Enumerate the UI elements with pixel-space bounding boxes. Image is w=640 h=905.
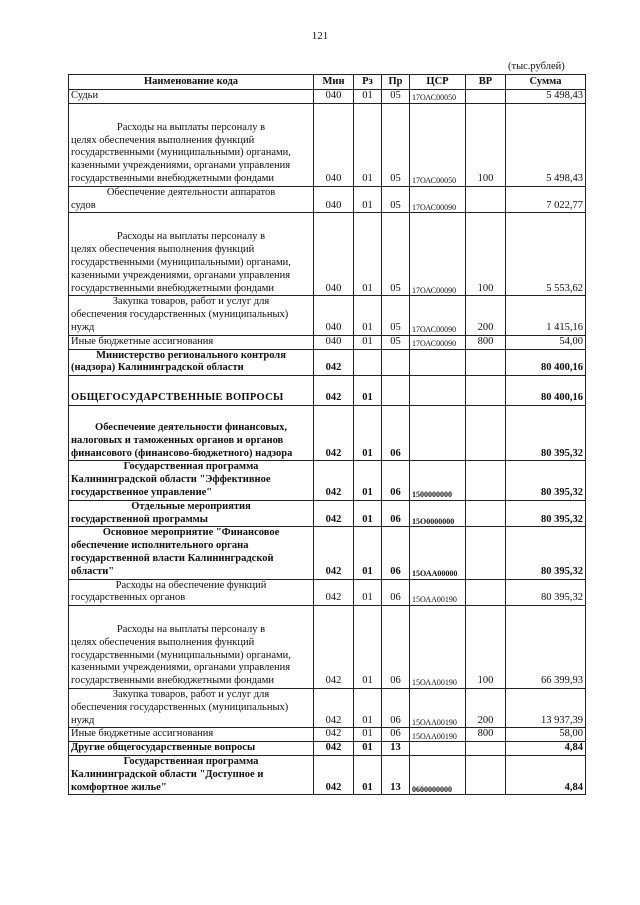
row-pr: 05 bbox=[382, 296, 410, 335]
row-sum: 58,00 bbox=[506, 728, 586, 742]
row-vr bbox=[466, 527, 506, 579]
row-name: Иные бюджетные ассигнования bbox=[69, 728, 314, 742]
row-sum: 54,00 bbox=[506, 335, 586, 349]
row-pr: 05 bbox=[382, 335, 410, 349]
row-name: Иные бюджетные ассигнования bbox=[69, 335, 314, 349]
row-sum: 4,84 bbox=[506, 756, 586, 795]
row-name: Расходы на выплаты персоналу в целях обеспечения выполнения функций государственными (муниципальными) органами, казенными учреждениями, органами управления государственными внебюджетными фондами bbox=[69, 103, 314, 186]
table-row bbox=[69, 213, 586, 296]
row-vr bbox=[466, 756, 506, 795]
row-name: Другие общегосударственные вопросы bbox=[69, 742, 314, 756]
header-vr: ВР bbox=[466, 75, 506, 90]
row-name: Расходы на выплаты персоналу в целях обеспечения выполнения функций государственными (муниципальными) органами, казенными учреждениями, органами управления государственными внебюджетными фондами bbox=[69, 606, 314, 689]
row-sum: 80 395,32 bbox=[506, 579, 586, 606]
row-sum: 5 553,62 bbox=[506, 213, 586, 296]
row-rz: 01 bbox=[354, 606, 382, 689]
row-rz: 01 bbox=[354, 103, 382, 186]
row-vr bbox=[466, 349, 506, 376]
table-row bbox=[69, 103, 586, 186]
table-row bbox=[69, 756, 586, 795]
budget-table bbox=[68, 74, 586, 795]
row-min: 042 bbox=[314, 349, 354, 376]
row-sum: 4,84 bbox=[506, 742, 586, 756]
table-row bbox=[69, 349, 586, 376]
row-name: Обеспечение деятельности аппаратов судов bbox=[69, 186, 314, 213]
row-name: Государственная программа Калининградской области "Доступное и комфортное жилье" bbox=[69, 756, 314, 795]
row-rz: 01 bbox=[354, 527, 382, 579]
row-csr bbox=[410, 376, 466, 406]
row-min: 040 bbox=[314, 213, 354, 296]
row-min: 042 bbox=[314, 500, 354, 527]
row-min: 042 bbox=[314, 405, 354, 460]
table-row bbox=[69, 405, 586, 460]
row-csr: 17ОАС00090 bbox=[410, 335, 466, 349]
row-pr bbox=[382, 349, 410, 376]
row-min: 042 bbox=[314, 579, 354, 606]
row-csr: 17ОАС00050 bbox=[410, 90, 466, 104]
row-rz: 01 bbox=[354, 296, 382, 335]
row-pr: 05 bbox=[382, 90, 410, 104]
table-row bbox=[69, 186, 586, 213]
row-name: Государственная программа Калининградской области "Эффективное государственное управление" bbox=[69, 461, 314, 500]
row-csr: 17ОАС00090 bbox=[410, 296, 466, 335]
header-sum: Сумма bbox=[506, 75, 586, 90]
row-min: 042 bbox=[314, 461, 354, 500]
row-vr: 200 bbox=[466, 296, 506, 335]
row-vr: 100 bbox=[466, 606, 506, 689]
table-row bbox=[69, 500, 586, 527]
row-rz: 01 bbox=[354, 742, 382, 756]
row-pr: 06 bbox=[382, 527, 410, 579]
row-name: ОБЩЕГОСУДАРСТВЕННЫЕ ВОПРОСЫ bbox=[69, 376, 314, 406]
table-row bbox=[69, 296, 586, 335]
row-pr: 13 bbox=[382, 756, 410, 795]
row-min: 040 bbox=[314, 335, 354, 349]
row-min: 042 bbox=[314, 689, 354, 728]
row-vr: 800 bbox=[466, 335, 506, 349]
row-csr bbox=[410, 349, 466, 376]
row-rz bbox=[354, 349, 382, 376]
row-csr: 15ОАА00190 bbox=[410, 606, 466, 689]
row-sum: 13 937,39 bbox=[506, 689, 586, 728]
row-pr: 06 bbox=[382, 500, 410, 527]
row-vr: 100 bbox=[466, 103, 506, 186]
row-min: 042 bbox=[314, 527, 354, 579]
table-row bbox=[69, 527, 586, 579]
header-pr: Пр bbox=[382, 75, 410, 90]
row-min: 042 bbox=[314, 728, 354, 742]
row-pr: 13 bbox=[382, 742, 410, 756]
row-min: 042 bbox=[314, 606, 354, 689]
row-csr: 17ОАС00090 bbox=[410, 213, 466, 296]
table-row bbox=[69, 335, 586, 349]
row-min: 042 bbox=[314, 376, 354, 406]
row-vr bbox=[466, 186, 506, 213]
row-rz: 01 bbox=[354, 579, 382, 606]
row-pr: 05 bbox=[382, 213, 410, 296]
row-name: Министерство регионального контроля (надзора) Калининградской области bbox=[69, 349, 314, 376]
header-name: Наименование кода bbox=[69, 75, 314, 90]
header-min: Мин bbox=[314, 75, 354, 90]
row-rz: 01 bbox=[354, 500, 382, 527]
row-csr: 17ОАС00090 bbox=[410, 186, 466, 213]
row-sum: 80 395,32 bbox=[506, 405, 586, 460]
row-rz: 01 bbox=[354, 186, 382, 213]
row-csr: 15ОАА00190 bbox=[410, 728, 466, 742]
row-pr: 06 bbox=[382, 728, 410, 742]
row-vr bbox=[466, 579, 506, 606]
row-min: 040 bbox=[314, 186, 354, 213]
table-row bbox=[69, 579, 586, 606]
row-pr: 06 bbox=[382, 689, 410, 728]
row-name: Обеспечение деятельности финансовых, налоговых и таможенных органов и органов финансового (финансово-бюджетного) надзора bbox=[69, 405, 314, 460]
row-vr bbox=[466, 376, 506, 406]
row-csr: 15О0000000 bbox=[410, 500, 466, 527]
row-rz: 01 bbox=[354, 213, 382, 296]
row-rz: 01 bbox=[354, 376, 382, 406]
row-sum: 80 400,16 bbox=[506, 349, 586, 376]
row-csr: 15ОАА00190 bbox=[410, 579, 466, 606]
row-name: Расходы на обеспечение функций государственных органов bbox=[69, 579, 314, 606]
row-rz: 01 bbox=[354, 461, 382, 500]
row-vr bbox=[466, 500, 506, 527]
row-csr: 17ОАС00050 bbox=[410, 103, 466, 186]
row-rz: 01 bbox=[354, 405, 382, 460]
row-vr bbox=[466, 742, 506, 756]
row-vr: 200 bbox=[466, 689, 506, 728]
row-pr: 06 bbox=[382, 461, 410, 500]
row-csr: 1500000000 bbox=[410, 461, 466, 500]
row-min: 042 bbox=[314, 756, 354, 795]
row-sum: 1 415,16 bbox=[506, 296, 586, 335]
table-row bbox=[69, 728, 586, 742]
row-vr: 800 bbox=[466, 728, 506, 742]
row-name: Закупка товаров, работ и услуг для обеспечения государственных (муниципальных) нужд bbox=[69, 296, 314, 335]
row-csr: 0600000000 bbox=[410, 756, 466, 795]
row-min: 042 bbox=[314, 742, 354, 756]
table-header-row bbox=[69, 75, 586, 90]
row-rz: 01 bbox=[354, 689, 382, 728]
row-rz: 01 bbox=[354, 90, 382, 104]
row-pr: 06 bbox=[382, 579, 410, 606]
row-csr bbox=[410, 405, 466, 460]
row-min: 040 bbox=[314, 296, 354, 335]
row-vr: 100 bbox=[466, 213, 506, 296]
table-row bbox=[69, 461, 586, 500]
row-sum: 5 498,43 bbox=[506, 90, 586, 104]
table-row bbox=[69, 376, 586, 406]
row-sum: 5 498,43 bbox=[506, 103, 586, 186]
table-row bbox=[69, 742, 586, 756]
row-name: Судьи bbox=[69, 90, 314, 104]
row-name: Основное мероприятие "Финансовое обеспечение исполнительного органа государственной власти Калининградской области" bbox=[69, 527, 314, 579]
row-min: 040 bbox=[314, 90, 354, 104]
row-sum: 80 395,32 bbox=[506, 500, 586, 527]
row-vr bbox=[466, 90, 506, 104]
table-row bbox=[69, 90, 586, 104]
header-csr: ЦСР bbox=[410, 75, 466, 90]
row-sum: 80 395,32 bbox=[506, 527, 586, 579]
table-row bbox=[69, 606, 586, 689]
row-pr: 06 bbox=[382, 405, 410, 460]
row-pr: 05 bbox=[382, 103, 410, 186]
row-pr: 05 bbox=[382, 186, 410, 213]
row-name: Закупка товаров, работ и услуг для обеспечения государственных (муниципальных) нужд bbox=[69, 689, 314, 728]
row-sum: 66 399,93 bbox=[506, 606, 586, 689]
row-sum: 7 022,77 bbox=[506, 186, 586, 213]
row-vr bbox=[466, 461, 506, 500]
units-label: (тыс.рублей) bbox=[508, 61, 565, 72]
row-csr: 15ОАА00190 bbox=[410, 689, 466, 728]
row-csr bbox=[410, 742, 466, 756]
row-min: 040 bbox=[314, 103, 354, 186]
row-rz: 01 bbox=[354, 335, 382, 349]
row-rz: 01 bbox=[354, 728, 382, 742]
row-sum: 80 395,32 bbox=[506, 461, 586, 500]
row-sum: 80 400,16 bbox=[506, 376, 586, 406]
row-rz: 01 bbox=[354, 756, 382, 795]
table-row bbox=[69, 689, 586, 728]
row-name: Расходы на выплаты персоналу в целях обеспечения выполнения функций государственными (муниципальными) органами, казенными учреждениями, органами управления государственными внебюджетными фондами bbox=[69, 213, 314, 296]
row-pr bbox=[382, 376, 410, 406]
page-number: 121 bbox=[311, 30, 329, 42]
header-rz: Рз bbox=[354, 75, 382, 90]
row-pr: 06 bbox=[382, 606, 410, 689]
row-name: Отдельные мероприятия государственной программы bbox=[69, 500, 314, 527]
row-csr: 15ОАА00000 bbox=[410, 527, 466, 579]
row-vr bbox=[466, 405, 506, 460]
